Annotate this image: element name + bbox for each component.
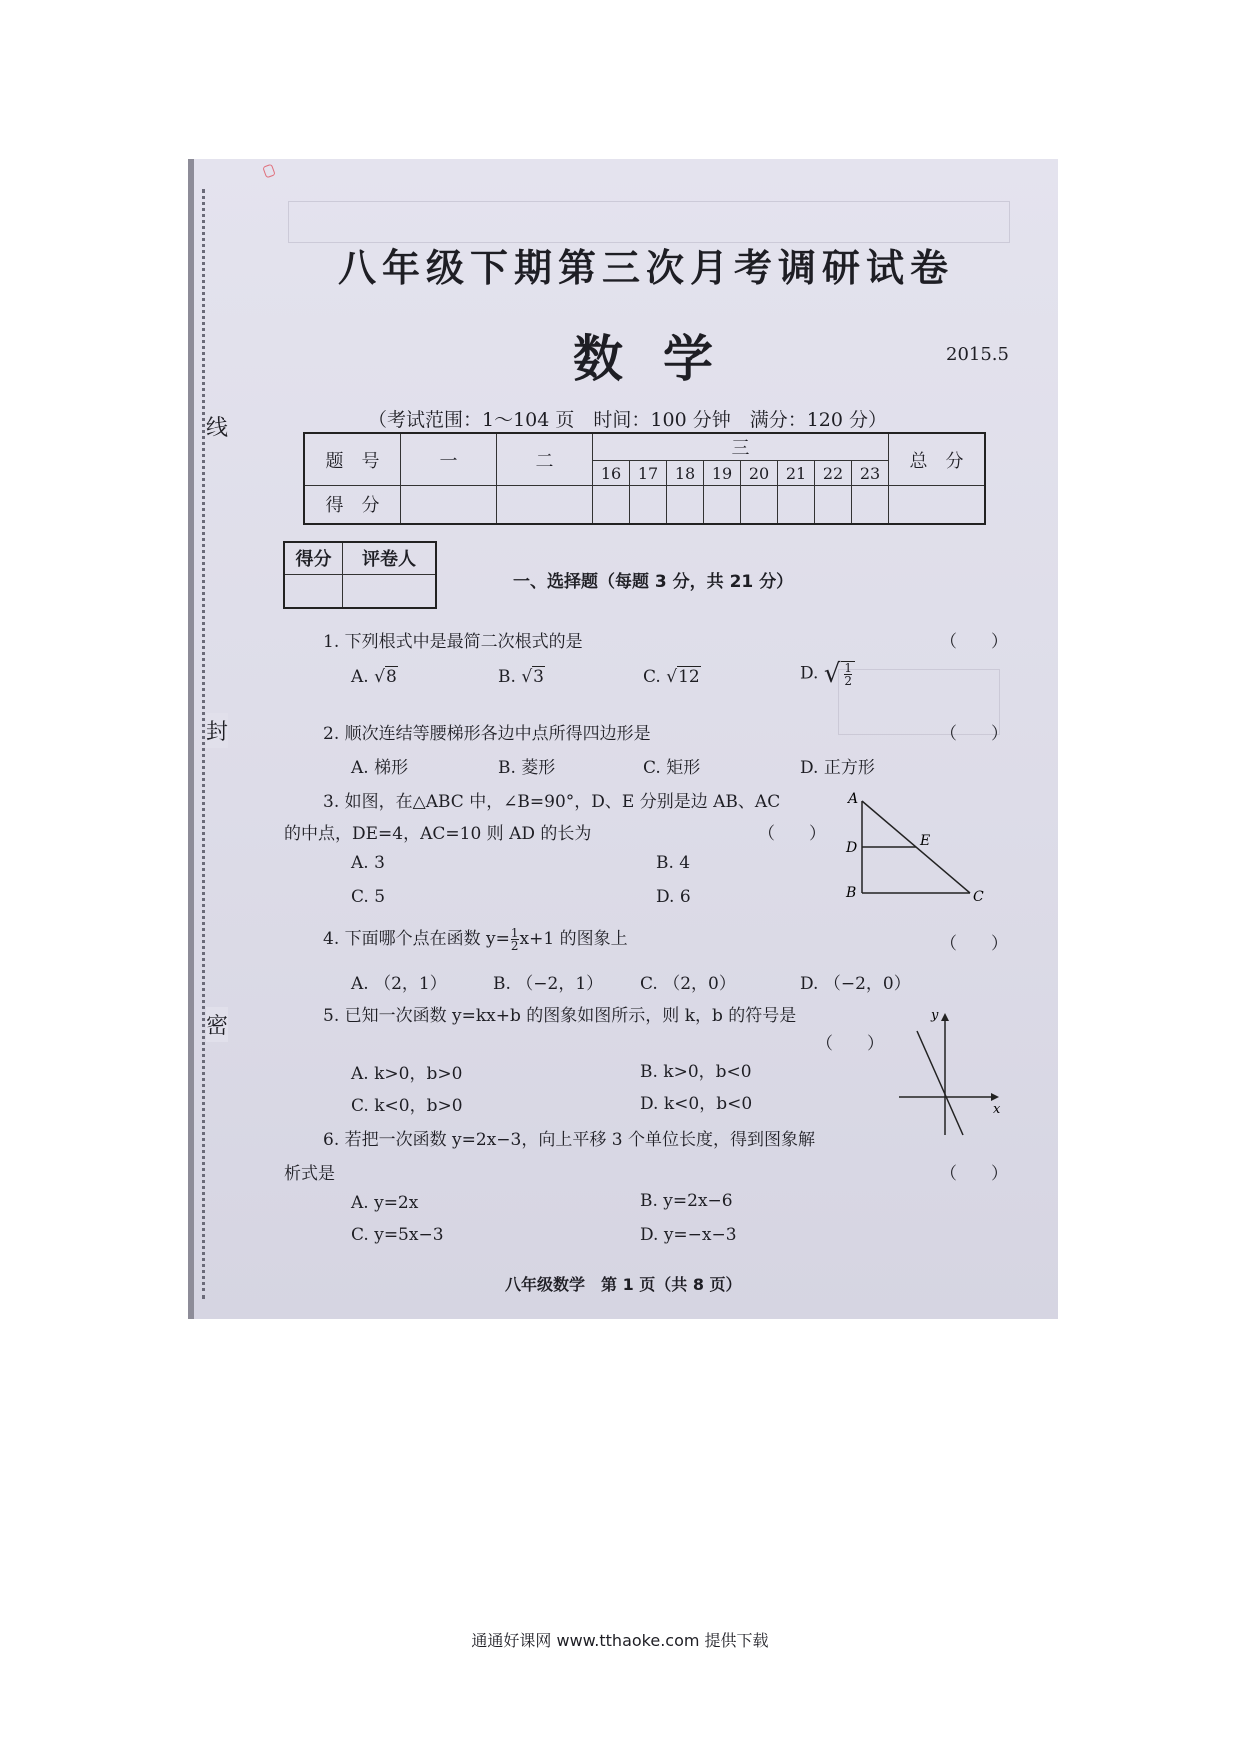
question-4-stem: 4. 下面哪个点在函数 y= $\frac{1}{2}$ x+1 的图象上 (323, 926, 628, 953)
question-3-option-d: D. 6 (656, 887, 691, 907)
score-cell (852, 486, 889, 524)
question-2-answer-bracket: （ ） (940, 724, 1008, 744)
col-total: 总 分 (889, 433, 986, 486)
score-cell (667, 486, 704, 524)
score-cell (778, 486, 815, 524)
col-q20: 20 (741, 461, 778, 486)
exam-info: （考试范围：1～104 页 时间：100 分钟 满分：120 分） (368, 409, 888, 431)
binding-dotted-line (202, 189, 205, 1299)
question-1-option-d: D. √ $\frac{1}{2}$ (800, 659, 856, 689)
grader-name-label: 评卷人 (343, 542, 437, 574)
question-3-option-c: C. 5 (351, 887, 386, 907)
question-3-answer-bracket: （ ） (758, 824, 826, 844)
vertex-label-d: D (846, 840, 858, 856)
page-footer: 八年级数学 第 1 页（共 8 页） (505, 1275, 742, 1294)
binding-label-line: 线 (206, 409, 228, 444)
col-part-2: 二 (497, 433, 593, 486)
question-4-option-a: A. （2，1） (351, 974, 447, 994)
fraction-one-half: $\frac{1}{2}$ (841, 661, 855, 687)
question-2-option-a: A. 梯形 (351, 758, 409, 778)
col-q21: 21 (778, 461, 815, 486)
score-cell (741, 486, 778, 524)
score-cell (401, 486, 497, 524)
question-6-option-d: D. y=−x−3 (640, 1225, 737, 1245)
question-2-option-d: D. 正方形 (800, 758, 875, 778)
col-q19: 19 (704, 461, 741, 486)
vertex-label-a: A (848, 791, 859, 807)
vertex-label-e: E (920, 833, 931, 849)
question-3-option-a: A. 3 (351, 853, 385, 873)
subject-title: 数学 (573, 330, 753, 388)
question-6-option-c: C. y=5x−3 (351, 1225, 444, 1245)
col-q22: 22 (815, 461, 852, 486)
row-label-score: 得 分 (304, 486, 401, 524)
question-5-option-a: A. k>0，b>0 (351, 1064, 463, 1084)
score-cell (704, 486, 741, 524)
grader-box (283, 541, 437, 609)
score-cell (497, 486, 593, 524)
vertex-label-b: B (846, 885, 857, 901)
question-2-stem: 2. 顺次连结等腰梯形各边中点所得四边形是 (323, 724, 651, 744)
question-2-option-b: B. 菱形 (498, 758, 556, 778)
question-6-option-b: B. y=2x−6 (640, 1191, 733, 1211)
question-1-option-b: B. √3 (498, 667, 544, 687)
score-cell (815, 486, 852, 524)
page-edge-shadow (188, 159, 194, 1319)
question-5-option-c: C. k<0，b>0 (351, 1096, 463, 1116)
question-3-stem-line-2: 的中点，DE=4，AC=10 则 AD 的长为 (284, 824, 592, 844)
vertex-label-c: C (973, 889, 984, 905)
row-label-question-number: 题 号 (304, 433, 401, 486)
question-4-option-d: D. （−2，0） (800, 974, 911, 994)
download-watermark: 通通好课网 www.tthaoke.com 提供下载 (471, 1631, 769, 1650)
binding-label-secret: 密 (206, 1007, 228, 1042)
grader-score-cell (284, 574, 343, 608)
question-5-answer-bracket: （ ） (816, 1034, 884, 1054)
linear-function-graph (893, 1007, 1003, 1137)
question-6-option-a: A. y=2x (351, 1193, 419, 1213)
grader-name-cell (343, 574, 437, 608)
section-heading-multiple-choice: 一、选择题（每题 3 分，共 21 分） (513, 572, 794, 592)
col-part-3: 三 (593, 433, 889, 461)
col-q17: 17 (630, 461, 667, 486)
fraction-one-half: $\frac{1}{2}$ (510, 926, 519, 953)
x-axis-label: x (993, 1102, 1001, 1117)
question-3-option-b: B. 4 (656, 853, 691, 873)
binding-label-seal: 封 (206, 713, 228, 748)
col-q18: 18 (667, 461, 704, 486)
y-axis-label: y (931, 1008, 939, 1023)
question-5-option-b: B. k>0，b<0 (640, 1062, 752, 1082)
triangle-abc-figure (840, 789, 990, 909)
question-1-stem: 1. 下列根式中是最简二次根式的是 (323, 632, 583, 652)
red-pen-mark (262, 164, 276, 179)
col-part-1: 一 (401, 433, 497, 486)
score-cell (593, 486, 630, 524)
question-1-option-c: C. √12 (643, 667, 700, 687)
score-table (303, 432, 986, 525)
question-6-stem-line-2: 析式是 (284, 1164, 335, 1184)
question-5-option-d: D. k<0，b<0 (640, 1094, 753, 1114)
col-q23: 23 (852, 461, 889, 486)
question-1-answer-bracket: （ ） (940, 632, 1008, 652)
question-4-option-b: B. （−2，1） (493, 974, 604, 994)
question-2-option-c: C. 矩形 (643, 758, 701, 778)
question-6-answer-bracket: （ ） (940, 1164, 1008, 1184)
score-cell (889, 486, 986, 524)
exam-title: 八年级下期第三次月考调研试卷 (338, 246, 955, 290)
question-3-stem-line-1: 3. 如图，在△ABC 中，∠B=90°，D、E 分别是边 AB、AC (323, 792, 781, 812)
grader-score-label: 得分 (284, 542, 343, 574)
question-1-option-a: A. √8 (351, 667, 397, 687)
scanned-exam-page (188, 159, 1058, 1319)
question-4-option-c: C. （2，0） (640, 974, 736, 994)
score-cell (630, 486, 667, 524)
exam-date: 2015.5 (946, 344, 1009, 365)
question-6-stem-line-1: 6. 若把一次函数 y=2x−3，向上平移 3 个单位长度，得到图象解 (323, 1130, 815, 1150)
question-5-stem: 5. 已知一次函数 y=kx+b 的图象如图所示，则 k，b 的符号是 (323, 1006, 797, 1026)
col-q16: 16 (593, 461, 630, 486)
question-4-answer-bracket: （ ） (940, 934, 1008, 954)
